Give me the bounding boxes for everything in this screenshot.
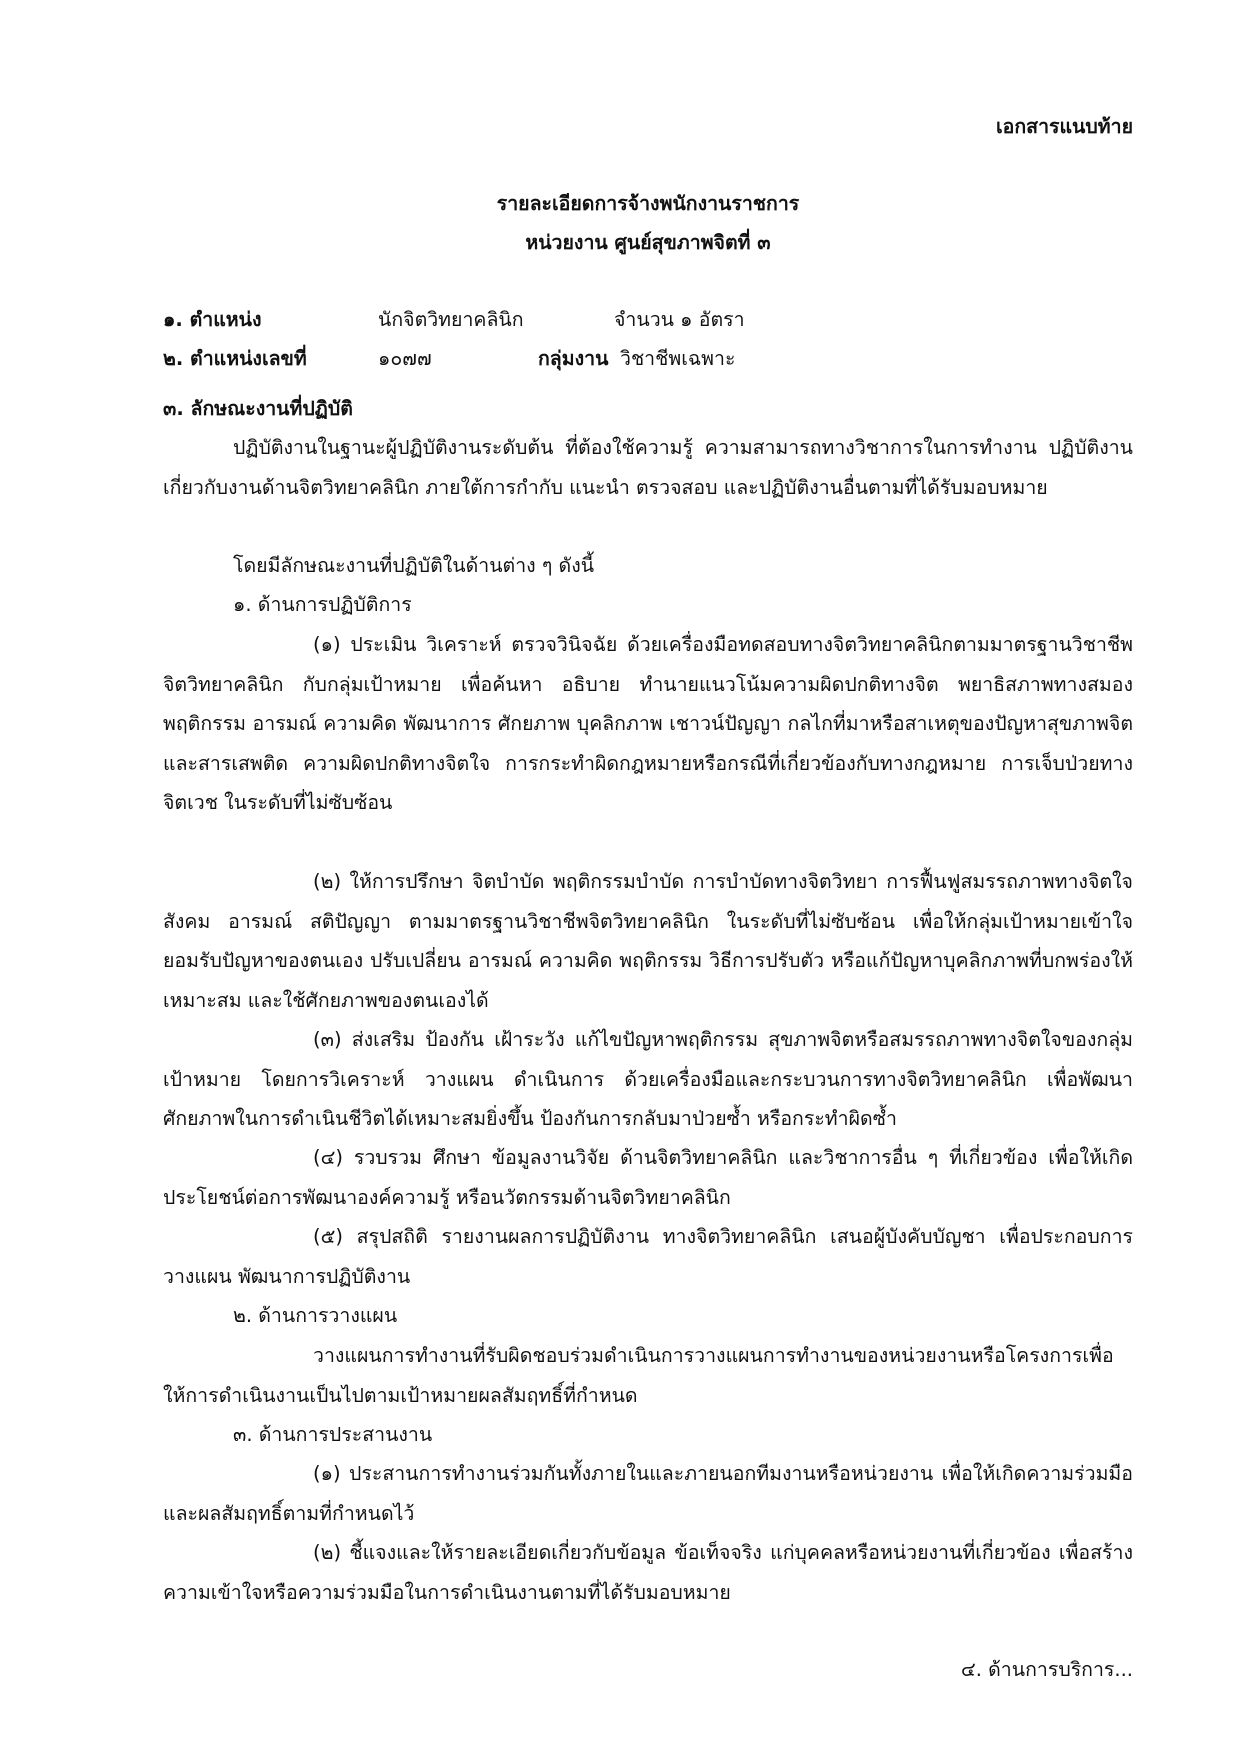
section1-item-2: (๒) ให้การปรึกษา จิตบำบัด พฤติกรรมบำบัด การบำบัดทางจิตวิทยา การฟื้นฟูสมรรถภาพทางจิตใจ สังคม อารมณ์ สติปัญญา ตามมาตรฐานวิชาชีพจิตวิทยาคลินิก ในระดับที่ไม่ซับซ้อน เพื่อให้กลุ่มเป้าหมายเข้าใจ ยอมรับปัญหาของตนเอง ปรับเปลี่ยน อารมณ์ ความคิด พฤติกรรม วิธีการปรับตัว หรือแก้ปัญหาบุคลิกภาพที่บกพร่องให้เหมาะสม และใช้ศักยภาพของตนเองได้ [163, 870, 1133, 1012]
section3-title: ๓. ด้านการประสานงาน [233, 1423, 433, 1446]
position-label: ๑. ตำแหน่ง [163, 308, 262, 331]
position-number-value: ๑๐๗๗ [378, 347, 432, 370]
duties-intro: ปฏิบัติงานในฐานะผู้ปฏิบัติงานระดับต้น ที่ต้องใช้ความรู้ ความสามารถทางวิชาการในการทำงาน ปฏิบัติงานเกี่ยวกับงานด้านจิตวิทยาคลินิก ภายใต้การกำกับ แนะนำ ตรวจสอบ และปฏิบัติงานอื่นตามที่ได้รับมอบหมาย [163, 436, 1133, 499]
section2-title: ๒. ด้านการวางแผน [233, 1304, 398, 1327]
position-number-row [163, 339, 1133, 379]
section3-item-1: (๑) ประสานการทำงานร่วมกันทั้งภายในและภายนอกทีมงานหรือหน่วยงาน เพื่อให้เกิดความร่วมมือและผลสัมฤทธิ์ตามที่กำหนดไว้ [163, 1462, 1133, 1525]
duties-heading: ๓. ลักษณะงานที่ปฏิบัติ [163, 397, 353, 420]
document-subtitle: หน่วยงาน ศูนย์สุขภาพจิตที่ ๓ [525, 231, 771, 254]
work-group-value: วิชาชีพเฉพาะ [620, 347, 736, 370]
position-row [163, 300, 1133, 340]
document-title: รายละเอียดการจ้างพนักงานราชการ [496, 192, 800, 215]
section1-item-4: (๔) รวบรวม ศึกษา ข้อมูลงานวิจัย ด้านจิตวิทยาคลินิก และวิชาการอื่น ๆ ที่เกี่ยวข้อง เพื่อให้เกิดประโยชน์ต่อการพัฒนาองค์ความรู้ หรือนวัตกรรมด้านจิตวิทยาคลินิก [163, 1146, 1133, 1209]
work-group-label: กลุ่มงาน [538, 347, 609, 370]
position-value: นักจิตวิทยาคลินิก [378, 308, 524, 331]
attachment-label: เอกสารแนบท้าย [995, 115, 1133, 138]
section1-title: ๑. ด้านการปฏิบัติการ [233, 593, 412, 616]
position-number-label: ๒. ตำแหน่งเลขที่ [163, 347, 307, 370]
section1-item-3: (๓) ส่งเสริม ป้องกัน เฝ้าระวัง แก้ไขปัญหาพฤติกรรม สุขภาพจิตหรือสมรรถภาพทางจิตใจของกลุ่มเป้าหมาย โดยการวิเคราะห์ วางแผน ดำเนินการ ด้วยเครื่องมือและกระบวนการทางจิตวิทยาคลินิก เพื่อพัฒนาศักยภาพในการดำเนินชีวิตได้เหมาะสมยิ่งขึ้น ป้องกันการกลับมาป่วยซ้ำ หรือกระทำผิดซ้ำ [163, 1028, 1133, 1130]
section1-item-1: (๑) ประเมิน วิเคราะห์ ตรวจวินิจฉัย ด้วยเครื่องมือทดสอบทางจิตวิทยาคลินิกตามมาตรฐานวิชาชีพจิตวิทยาคลินิก กับกลุ่มเป้าหมาย เพื่อค้นหา อธิบาย ทำนายแนวโน้มความผิดปกติทางจิต พยาธิสภาพทางสมอง พฤติกรรม อารมณ์ ความคิด พัฒนาการ ศักยภาพ บุคลิกภาพ เชาวน์ปัญญา กลไกที่มาหรือสาเหตุของปัญหาสุขภาพจิตและสารเสพติด ความผิดปกติทางจิตใจ การกระทำผิดกฎหมายหรือกรณีที่เกี่ยวข้องกับทางกฎหมาย การเจ็บป่วยทางจิตเวช ในระดับที่ไม่ซับซ้อน [163, 633, 1133, 814]
section1-item-5: (๕) สรุปสถิติ รายงานผลการปฏิบัติงาน ทางจิตวิทยาคลินิก เสนอผู้บังคับบัญชา เพื่อประกอบการวางแผน พัฒนาการปฏิบัติงาน [163, 1225, 1133, 1288]
continuation-text: ๔. ด้านการบริการ... [960, 1658, 1133, 1681]
position-quota: จำนวน ๑ อัตรา [614, 308, 745, 331]
duties-lead: โดยมีลักษณะงานที่ปฏิบัติในด้านต่าง ๆ ดังนี้ [233, 554, 595, 577]
section3-item-2: (๒) ชี้แจงและให้รายละเอียดเกี่ยวกับข้อมูล ข้อเท็จจริง แก่บุคคลหรือหน่วยงานที่เกี่ยวข้อง เพื่อสร้างความเข้าใจหรือความร่วมมือในการดำเนินงานตามที่ได้รับมอบหมาย [163, 1541, 1133, 1604]
section2-text: วางแผนการทำงานที่รับผิดชอบร่วมดำเนินการวางแผนการทำงานของหน่วยงานหรือโครงการเพื่อให้การดำเนินงานเป็นไปตามเป้าหมายผลสัมฤทธิ์ที่กำหนด [163, 1344, 1114, 1407]
